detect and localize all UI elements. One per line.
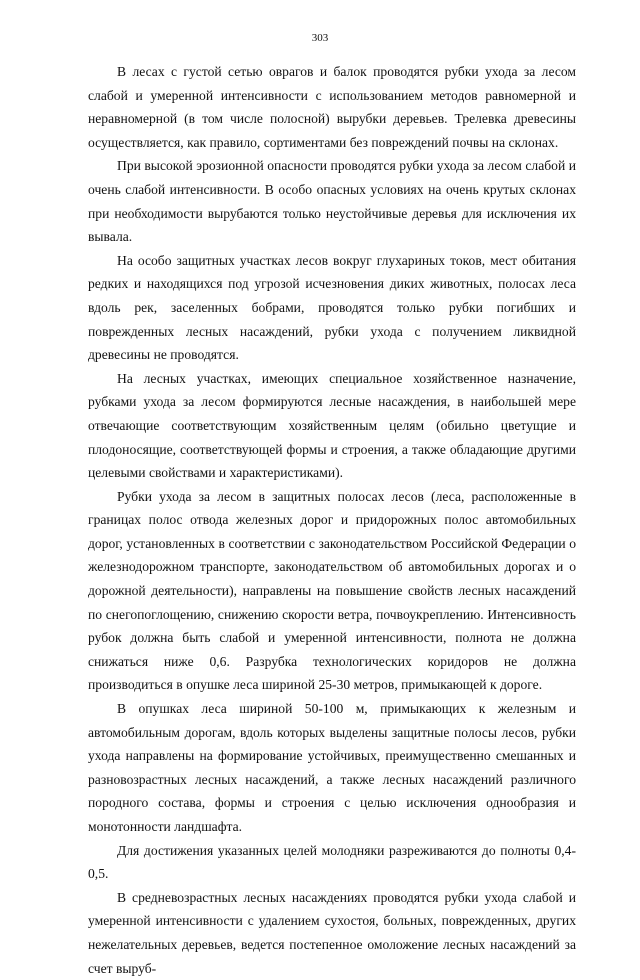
body-text <box>88 60 576 980</box>
paragraph-young-stands: Для достижения указанных целей молодняки разреживаются до полноты 0,4-0,5. <box>88 842 576 882</box>
paragraph-ravines: В лесах с густой сетью оврагов и балок проводятся рубки ухода за лесом слабой и умеренной интенсивности с использованием методов равномерной и неравномерной (в том числе полосной) вырубки деревьев. Трелевка древесины осуществляется, как правило, сортиментами без повреждений почвы на склонах. <box>88 64 576 150</box>
paragraph-protective-strips: Рубки ухода за лесом в защитных полосах лесов (леса, расположенные в границах полос отвода железных дорог и придорожных полос автомобильных дорог, установленных в соответствии с законодательством Российской Федерации о железнодорожном транспорте, законодательством об автомобильных дорогах и о дорожной деятельности), направлены на повышение свойств лесных насаждений по снегопоглощению, снижению скорости ветра, почвоукреплению. Интенсивность рубок должна быть слабой и умеренной интенсивности, полнота не должна снижаться ниже 0,6. Разрубка технологических коридоров не должна производиться в опушке леса шириной 25-30 метров, примыкающей к дороге. <box>88 488 576 693</box>
paragraph-forest-edges: В опушках леса шириной 50-100 м, примыкающих к железным и автомобильным дорогам, вдоль которых выделены защитные полосы лесов, рубки ухода направлены на формирование устойчивых, преимущественно смешанных и разновозрастных лесных насаждений, а также лесных насаждений различного породного состава, формы и строения с целью исключения однообразия и монотонности ландшафта. <box>88 701 576 834</box>
page-number: 303 <box>311 32 329 44</box>
paragraph-erosion: При высокой эрозионной опасности проводятся рубки ухода за лесом слабой и очень слабой интенсивности. В особо опасных условиях на очень крутых склонах при необходимости вырубаются только неустойчивые деревья для исключения их вывала. <box>88 158 576 245</box>
paragraph-middle-aged-stands: В средневозрастных лесных насаждениях проводятся рубки ухода слабой и умеренной интенсивности с удалением сухостоя, больных, поврежденных, других нежелательных деревьев, ведется постепенное омоложение лесных насаждений за счет выруб- <box>88 889 576 976</box>
paragraph-protected-areas: На особо защитных участках лесов вокруг глухариных токов, мест обитания редких и находящихся под угрозой исчезновения диких животных, полосах леса вдоль рек, заселенных бобрами, проводятся только рубки погибших и поврежденных лесных насаждений, рубки ухода с получением ликвидной древесины не проводятся. <box>88 252 576 363</box>
paragraph-special-purpose: На лесных участках, имеющих специальное хозяйственное назначение, рубками ухода за лесом формируются лесные насаждения, в наибольшей мере отвечающие соответствующим хозяйственным целям (обильно цветущие и плодоносящие, соответствующей формы и строения, а также обладающие другими целевыми свойствами и характеристиками). <box>88 370 576 481</box>
